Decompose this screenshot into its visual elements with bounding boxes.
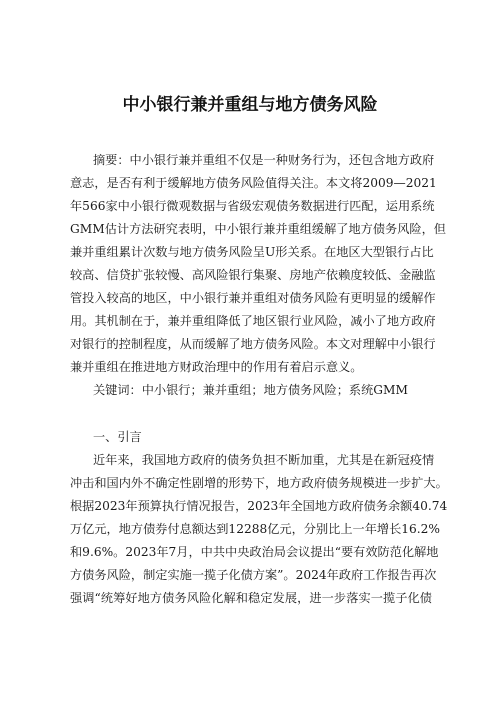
abstract-line: 兼并重组在推进地方财政治理中的作用有着启示意义。 bbox=[70, 360, 363, 374]
intro-line: 根据2023年预算执行情况报告，2023年全国地方政府债务余额40.74 bbox=[70, 499, 448, 513]
keywords-line: 关键词：中小银行；兼并重组；地方债务风险；系统GMM bbox=[93, 383, 409, 397]
intro-line: 冲击和国内外不确定性剧增的形势下，地方政府债务规模进一步扩大。 bbox=[70, 476, 448, 490]
intro-line: 方债务风险，制定实施一揽子化债方案”。2024年政府工作报告再次 bbox=[70, 568, 437, 582]
abstract-line: 意志，是否有利于缓解地方债务风险值得关注。本文将2009—2021 bbox=[70, 176, 437, 190]
abstract-line: 对银行的控制程度，从而缓解了地方债务风险。本文对理解中小银行 bbox=[70, 337, 436, 351]
page-title: 中小银行兼并重组与地方债务风险 bbox=[122, 95, 378, 115]
abstract-line: 摘要：中小银行兼并重组不仅是一种财务行为，还包含地方政府 bbox=[93, 153, 435, 167]
intro-line: 万亿元，地方债券付息额达到12288亿元，分别比上一年增长16.2% bbox=[70, 522, 440, 536]
abstract-line: 用。其机制在于，兼并重组降低了地区银行业风险，减小了地方政府 bbox=[70, 314, 436, 328]
abstract-line: 年566家中小银行微观数据与省级宏观债务数据进行匹配，运用系统 bbox=[70, 199, 435, 213]
abstract-line: 兼并重组累计次数与地方债务风险呈U形关系。在地区大型银行占比 bbox=[70, 245, 434, 259]
abstract-line: 管投入较高的地区，中小银行兼并重组对债务风险有更明显的缓解作 bbox=[70, 291, 436, 305]
abstract-line: 较高、信贷扩张较慢、高风险银行集聚、房地产依赖度较低、金融监 bbox=[70, 268, 436, 282]
abstract-line: GMM估计方法研究表明，中小银行兼并重组缓解了地方债务风险，但 bbox=[70, 222, 446, 236]
intro-line: 强调“统筹好地方债务风险化解和稳定发展，进一步落实一揽子化债 bbox=[70, 591, 432, 605]
intro-line: 近年来，我国地方政府的债务负担不断加重，尤其是在新冠疫情 bbox=[93, 453, 435, 467]
intro-line: 和9.6%。2023年7月，中共中央政治局会议提出“要有效防范化解地 bbox=[70, 545, 439, 559]
section-heading: 一、引言 bbox=[93, 430, 142, 444]
